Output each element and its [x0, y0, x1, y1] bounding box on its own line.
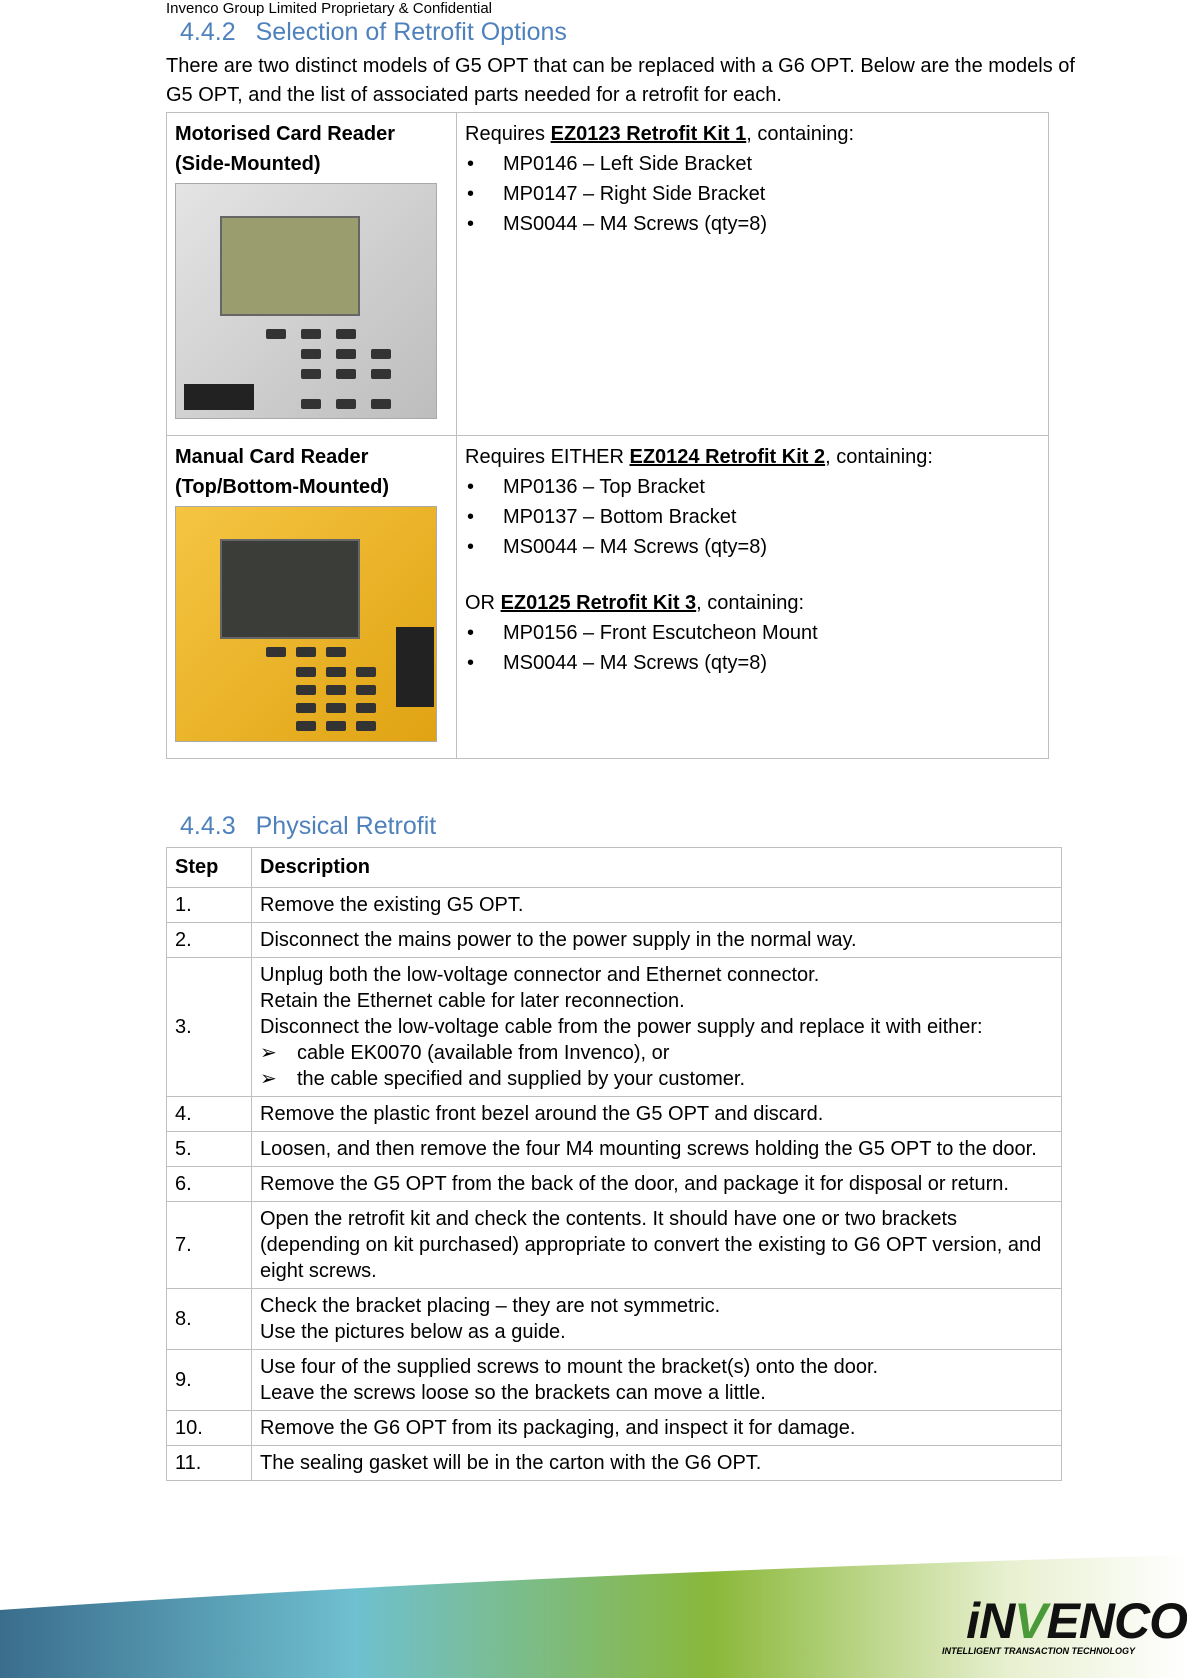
step-description: Unplug both the low-voltage connector and Ethernet connector. Retain the Ethernet cable for later reconnection. Disconnect the low-voltage cable from the power supply and replace it with either: ➢ cable EK0070 (available from Invenco), or ➢ the cable specified and supplied by your customer.: [252, 958, 1062, 1097]
step-description: Open the retrofit kit and check the contents. It should have one or two brackets (depending on kit purchased) appropriate to convert the existing to G6 OPT version, and eight screws.: [252, 1202, 1062, 1289]
table-row: [167, 1446, 1062, 1481]
model-sub: (Side-Mounted): [175, 153, 321, 175]
model-sub: (Top/Bottom-Mounted): [175, 476, 389, 498]
kit-link[interactable]: EZ0124 Retrofit Kit 2: [629, 446, 826, 468]
step-number: 6.: [167, 1167, 252, 1202]
g5-manual-image: [175, 506, 437, 742]
step-description: Remove the plastic front bezel around the G5 OPT and discard.: [252, 1097, 1062, 1132]
table-row: [167, 888, 1062, 923]
section-heading-4-4-3: 4.4.3 Physical Retrofit: [180, 812, 437, 840]
step-description: Disconnect the mains power to the power supply in the normal way.: [252, 923, 1062, 958]
table-row: [167, 1350, 1062, 1411]
parts-list: • MP0146 – Left Side Bracket • MP0147 – Right Side Bracket • MS0044 – M4 Screws (qty=8): [465, 149, 1040, 239]
step-description: Remove the G5 OPT from the back of the door, and package it for disposal or return.: [252, 1167, 1062, 1202]
step-number: 10.: [167, 1411, 252, 1446]
step-description: Remove the existing G5 OPT.: [252, 888, 1062, 923]
step-number: 5.: [167, 1132, 252, 1167]
step-number: 2.: [167, 923, 252, 958]
step-number: 1.: [167, 888, 252, 923]
intro-paragraph: There are two distinct models of G5 OPT that can be replaced with a G6 OPT. Below are the models of G5 OPT, and the list of associated parts needed for a retrofit for each.: [166, 55, 1075, 106]
table-row: Motorised Card Reader (Side-Mounted) Requires EZ0123 Retrofit Kit 1, containing: • MP0146 – Left Side Bracket • MP0147 – Right Side Bracket • MS0044 – M4 Screws (qty=8): [167, 113, 1049, 436]
step-number: 3.: [167, 958, 252, 1097]
table-row: [167, 1097, 1062, 1132]
invenco-logo: iNVENCO: [966, 1593, 1187, 1649]
retrofit-options-table: [166, 112, 1049, 759]
retrofit-steps-table: Step Description 1. Remove the existing G5 OPT. 2. Disconnect the mains power to the power supply in the normal way. 3. Unplug both the low-voltage connector and Ethernet connector. Retain the Ethernet cable for later reconnection. Disconnect the low-voltage cable from the power supply and replace it with either: ➢ cable EK0070 (available from Invenco), or ➢ the cable specified and supplied by your customer. 4. Remove the plastic front bezel around the G5 OPT and discard. 5. Loosen, and then remove the four M4 mounting screws holding the G5 OPT to the door. 6. Remove the G5 OPT from the back of the door, and package it for disposal or return. 7. Open the retrofit kit and check the contents. It should have one or two brackets (depending on kit purchased) appropriate to convert the existing to G6 OPT version, and eight screws. 8. Check the bracket placing – they are not symmetric. Use the pictures below as a guide. 9. Use four of the supplied screws to mount the bracket(s) onto the door. Leave the screws loose so the brackets can move a little. 10. Remove the G6 OPT from its packaging, and inspect it for damage. 11. The sealing gasket will be in the carton with the G6 OPT.: [166, 847, 1062, 1481]
step-description: Check the bracket placing – they are not symmetric. Use the pictures below as a guide.: [252, 1289, 1062, 1350]
g5-motorised-image: [175, 183, 437, 419]
table-row: [167, 923, 1062, 958]
step-description: Use four of the supplied screws to mount the bracket(s) onto the door. Leave the screws loose so the brackets can move a little.: [252, 1350, 1062, 1411]
parts-list: • MP0136 – Top Bracket • MP0137 – Bottom Bracket • MS0044 – M4 Screws (qty=8): [465, 472, 1040, 562]
table-row: [167, 1411, 1062, 1446]
table-row: [167, 958, 1062, 1097]
logo-tagline: INTELLIGENT TRANSACTION TECHNOLOGY: [942, 1646, 1135, 1656]
confidential-header: Invenco Group Limited Proprietary & Confidential: [166, 0, 493, 17]
parts-list: • MP0156 – Front Escutcheon Mount • MS0044 – M4 Screws (qty=8): [465, 618, 1040, 678]
table-row: Manual Card Reader (Top/Bottom-Mounted) Requires EITHER EZ0124 Retrofit Kit 2, containing: • MP0136 – Top Bracket • MP0137 – Bottom Bracket • MS0044 – M4 Screws (qty=8) OR EZ0125 Retrofit Kit 3, containing: • MP0156 – Front Escutcheon Mount • MS0044 – M4 Screws (qty=8): [167, 436, 1049, 759]
step-description: Remove the G6 OPT from its packaging, and inspect it for damage.: [252, 1411, 1062, 1446]
table-row: [167, 1202, 1062, 1289]
step-number: 4.: [167, 1097, 252, 1132]
kit-link[interactable]: EZ0123 Retrofit Kit 1: [550, 123, 747, 145]
step-number: 7.: [167, 1202, 252, 1289]
section-heading-4-4-2: 4.4.2 Selection of Retrofit Options: [180, 18, 567, 46]
step-number: 9.: [167, 1350, 252, 1411]
step-description: The sealing gasket will be in the carton with the G6 OPT.: [252, 1446, 1062, 1481]
step-number: 8.: [167, 1289, 252, 1350]
table-row: [167, 1289, 1062, 1350]
step-number: 11.: [167, 1446, 252, 1481]
table-row: [167, 1167, 1062, 1202]
table-row: [167, 1132, 1062, 1167]
model-name: Motorised Card Reader: [175, 123, 396, 145]
kit-link[interactable]: EZ0125 Retrofit Kit 3: [500, 592, 697, 614]
model-name: Manual Card Reader: [175, 446, 369, 468]
step-description: Loosen, and then remove the four M4 mounting screws holding the G5 OPT to the door.: [252, 1132, 1062, 1167]
